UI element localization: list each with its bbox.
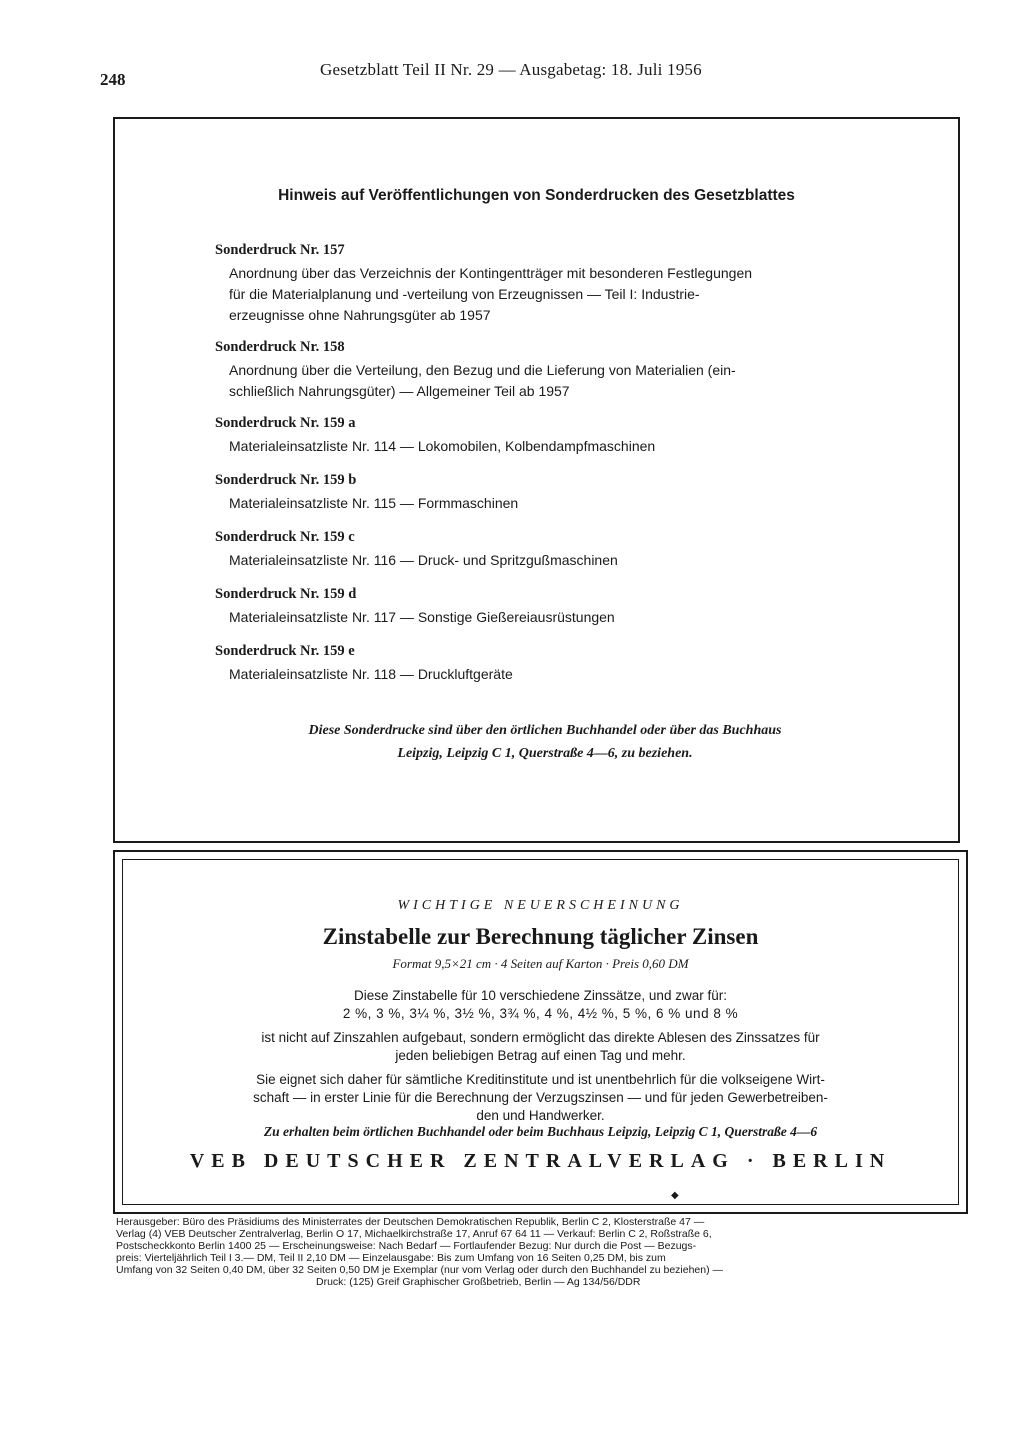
entry-line: Materialeinsatzliste Nr. 116 — Druck- und Spritzgußmaschinen bbox=[229, 552, 618, 568]
ad-rates-line: 2 %, 3 %, 3¼ %, 3½ %, 3¾ %, 4 %, 4½ %, 5 %, 6 % und 8 % bbox=[342, 1006, 739, 1021]
entry-159b bbox=[215, 472, 875, 514]
entry-157 bbox=[215, 242, 875, 326]
entry-heading: Sonderdruck Nr. 159 c bbox=[215, 529, 355, 545]
notice-footer-line: Diese Sonderdrucke sind über den örtlichen Buchhandel oder über das Buchhaus bbox=[308, 723, 782, 738]
ad-title: Zinstabelle zur Berechnung täglicher Zinsen bbox=[322, 924, 759, 949]
ad-publisher: VEB DEUTSCHER ZENTRALVERLAG · BERLIN bbox=[189, 1150, 892, 1172]
imprint-line: Druck: (125) Greif Graphischer Großbetrieb, Berlin — Ag 134/56/DDR bbox=[316, 1276, 641, 1288]
notice-footer-line: Leipzig, Leipzig C 1, Querstraße 4—6, zu beziehen. bbox=[397, 746, 693, 761]
entry-heading: Sonderdruck Nr. 159 e bbox=[215, 643, 355, 659]
entry-line: Materialeinsatzliste Nr. 114 — Lokomobilen, Kolbendampfmaschinen bbox=[229, 438, 656, 454]
ad-body-line: Diese Zinstabelle für 10 verschiedene Zinssätze, und zwar für: bbox=[354, 988, 727, 1003]
imprint bbox=[116, 1216, 972, 1288]
entry-159a bbox=[215, 415, 875, 457]
entry-159c bbox=[215, 529, 875, 571]
page-number: 248 bbox=[100, 70, 126, 89]
entry-heading: Sonderdruck Nr. 157 bbox=[215, 242, 345, 258]
entry-line: Anordnung über das Verzeichnis der Kontingentträger mit besonderen Festlegungen bbox=[229, 265, 753, 281]
imprint-line: Verlag (4) VEB Deutscher Zentralverlag, Berlin O 17, Michaelkirchstraße 17, Anruf 67 64 11 — Verkauf: Berlin C 2, Roßstraße 6, bbox=[116, 1228, 712, 1240]
ad-kicker: WICHTIGE NEUERSCHEINUNG bbox=[397, 898, 684, 913]
entry-line: erzeugnisse ohne Nahrungsgüter ab 1957 bbox=[229, 307, 491, 323]
advertisement-box bbox=[113, 850, 968, 1214]
ad-body-line: ist nicht auf Zinszahlen aufgebaut, sondern ermöglicht das direkte Ablesen des Zinssatzes für bbox=[261, 1030, 820, 1045]
entry-heading: Sonderdruck Nr. 159 d bbox=[215, 586, 357, 602]
entry-159e bbox=[215, 643, 875, 685]
ad-body-line: Sie eignet sich daher für sämtliche Kreditinstitute und ist unentbehrlich für die volkseigene Wirt- bbox=[256, 1072, 825, 1087]
entry-line: Materialeinsatzliste Nr. 117 — Sonstige Gießereiausrüstungen bbox=[229, 609, 615, 625]
imprint-line: Postscheckkonto Berlin 1400 25 — Erscheinungsweise: Nach Bedarf — Fortlaufender Bezug: Nur durch die Post — Bezugs- bbox=[116, 1240, 697, 1252]
running-header: Gesetzblatt Teil II Nr. 29 — Ausgabetag: 18. Juli 1956 bbox=[320, 60, 702, 79]
entry-line: schließlich Nahrungsgüter) — Allgemeiner Teil ab 1957 bbox=[229, 383, 570, 399]
notice-footer bbox=[205, 719, 885, 765]
notice-title: Hinweis auf Veröffentlichungen von Sonderdrucken des Gesetzblattes bbox=[278, 187, 795, 204]
ornament-mark-icon: ◆ bbox=[671, 1190, 679, 1201]
entry-158 bbox=[215, 339, 875, 402]
notice-box bbox=[113, 117, 960, 843]
ad-body-line: den und Handwerker. bbox=[476, 1108, 605, 1123]
imprint-line: Herausgeber: Büro des Präsidiums des Ministerrates der Deutschen Demokratischen Republik, Berlin C 2, Klosterstraße 47 — bbox=[116, 1216, 705, 1228]
entry-line: Materialeinsatzliste Nr. 115 — Formmaschinen bbox=[229, 495, 519, 511]
entry-line: Materialeinsatzliste Nr. 118 — Druckluftgeräte bbox=[229, 666, 513, 682]
imprint-line: preis: Vierteljährlich Teil I 3.— DM, Teil II 2,10 DM — Einzelausgabe: Bis zum Umfang von 16 Seiten 0,25 DM, bis zum bbox=[116, 1252, 666, 1264]
entry-159d bbox=[215, 586, 875, 628]
entry-heading: Sonderdruck Nr. 159 a bbox=[215, 415, 356, 431]
entry-line: für die Materialplanung und -verteilung von Erzeugnissen — Teil I: Industrie- bbox=[229, 286, 700, 302]
ad-body-line: jeden beliebigen Betrag auf einen Tag und mehr. bbox=[395, 1048, 686, 1063]
ad-pickup-line: Zu erhalten beim örtlichen Buchhandel oder beim Buchhaus Leipzig, Leipzig C 1, Querstraße 4—6 bbox=[263, 1124, 818, 1139]
entry-line: Anordnung über die Verteilung, den Bezug und die Lieferung von Materialien (ein- bbox=[229, 362, 736, 378]
entry-heading: Sonderdruck Nr. 158 bbox=[215, 339, 345, 355]
imprint-line: Umfang von 32 Seiten 0,40 DM, über 32 Seiten 0,50 DM je Exemplar (nur vom Verlag oder durch den Buchhandel zu beziehen) — bbox=[116, 1264, 724, 1276]
entry-heading: Sonderdruck Nr. 159 b bbox=[215, 472, 357, 488]
advertisement-inner-frame bbox=[122, 859, 959, 1205]
ad-body-line: schaft — in erster Linie für die Berechnung der Verzugszinsen — und für jeden Gewerbetreiben- bbox=[253, 1090, 828, 1105]
ad-format-line: Format 9,5×21 cm · 4 Seiten auf Karton · Preis 0,60 DM bbox=[392, 956, 689, 971]
